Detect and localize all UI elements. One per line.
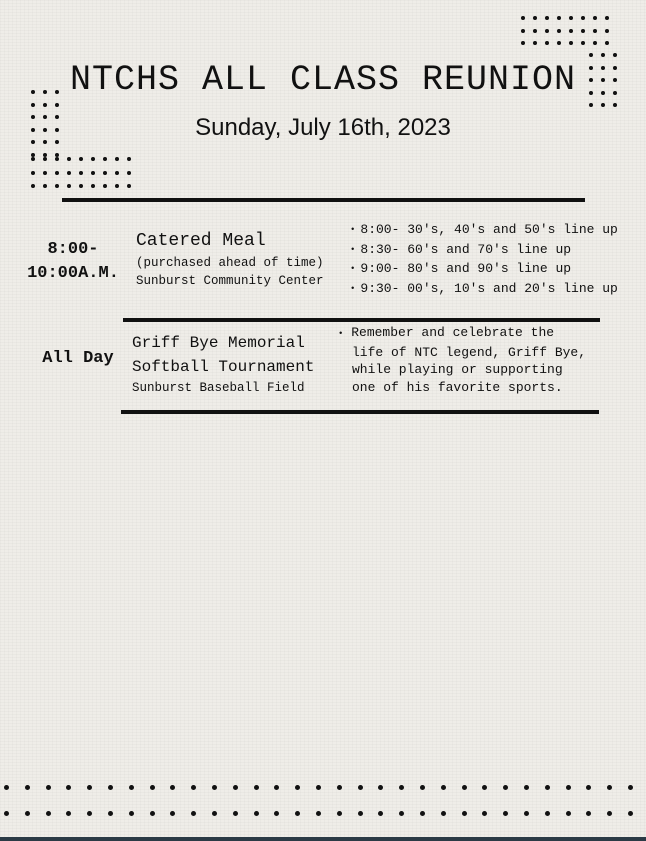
decorative-dot <box>601 103 605 107</box>
divider-middle <box>123 318 600 322</box>
decorative-dot <box>55 171 59 175</box>
decorative-dot <box>150 785 155 790</box>
decorative-dot <box>31 171 35 175</box>
decorative-dot <box>605 29 609 33</box>
decorative-dot <box>55 103 59 107</box>
decorative-dot <box>115 171 119 175</box>
event-time-line2: 10:00A.M. <box>27 264 119 283</box>
lineup-schedule-list <box>350 221 618 299</box>
decorative-dot <box>503 785 508 790</box>
decorative-dot <box>533 16 537 20</box>
decorative-dot <box>31 157 35 161</box>
event-location: Sunburst Baseball Field <box>132 381 305 395</box>
decorative-dot <box>586 785 591 790</box>
decorative-dot <box>441 811 446 816</box>
event-note: (purchased ahead of time) <box>136 256 324 270</box>
decorative-dot <box>581 41 585 45</box>
decorative-dot <box>170 785 175 790</box>
event-details <box>136 230 324 290</box>
decorative-dot <box>55 157 59 161</box>
decorative-dot <box>55 184 59 188</box>
decorative-dot <box>127 157 131 161</box>
decorative-dot <box>254 811 259 816</box>
decorative-dot <box>79 184 83 188</box>
decorative-dot <box>212 811 217 816</box>
decorative-dot <box>581 16 585 20</box>
decorative-dot <box>55 153 59 157</box>
decorative-dot <box>274 811 279 816</box>
decorative-dot <box>399 811 404 816</box>
decorative-dot <box>589 53 593 57</box>
decorative-dot <box>378 785 383 790</box>
decorative-dot <box>358 811 363 816</box>
decorative-dot <box>212 785 217 790</box>
decorative-dot <box>4 785 9 790</box>
decorative-dot <box>605 16 609 20</box>
decorative-dot <box>524 811 529 816</box>
decorative-dot <box>605 41 609 45</box>
decorative-dot <box>46 785 51 790</box>
decorative-dot <box>67 184 71 188</box>
decorative-dot <box>4 811 9 816</box>
decorative-dot <box>46 811 51 816</box>
decorative-dot <box>67 157 71 161</box>
decorative-dot <box>628 785 633 790</box>
decorative-dot <box>607 811 612 816</box>
decorative-dot <box>91 184 95 188</box>
decorative-dot <box>31 184 35 188</box>
decorative-dot <box>127 184 131 188</box>
decorative-dot <box>115 184 119 188</box>
decorative-dot <box>420 811 425 816</box>
decorative-dot <box>316 811 321 816</box>
decorative-dot <box>43 153 47 157</box>
decorative-dot <box>569 29 573 33</box>
decorative-dot <box>337 811 342 816</box>
event-title: Catered Meal <box>136 231 266 251</box>
decorative-dot <box>170 811 175 816</box>
decorative-dot <box>254 785 259 790</box>
decorative-dot <box>569 41 573 45</box>
decorative-dot <box>43 171 47 175</box>
list-item: • 8:30- 60's and 70's line up <box>350 241 618 261</box>
decorative-dot <box>521 41 525 45</box>
decorative-dot <box>524 785 529 790</box>
decorative-dot <box>569 16 573 20</box>
list-item: • 8:00- 30's, 40's and 50's line up <box>350 221 618 241</box>
decorative-dot <box>482 785 487 790</box>
decorative-dot <box>586 811 591 816</box>
decorative-dot <box>607 785 612 790</box>
event-title-line1: Griff Bye Memorial <box>132 334 305 352</box>
description-line: one of his favorite sports. <box>352 379 563 395</box>
decorative-dot <box>593 16 597 20</box>
decorative-dot <box>87 811 92 816</box>
decorative-dot <box>108 811 113 816</box>
description-line: Remember and celebrate the <box>351 325 555 340</box>
event-time: All Day <box>42 349 114 368</box>
decorative-dot <box>378 811 383 816</box>
decorative-dot <box>462 785 467 790</box>
decorative-dot <box>533 41 537 45</box>
decorative-dot <box>420 785 425 790</box>
decorative-dot <box>545 811 550 816</box>
decorative-dot <box>67 171 71 175</box>
decorative-dot <box>601 53 605 57</box>
decorative-dot <box>129 811 134 816</box>
divider-top <box>62 198 585 202</box>
description-line: while playing or supporting <box>352 362 563 377</box>
decorative-dot <box>521 16 525 20</box>
decorative-dot <box>103 184 107 188</box>
event-time <box>18 238 128 286</box>
decorative-dot <box>613 53 617 57</box>
decorative-dot <box>103 157 107 161</box>
decorative-dot <box>295 785 300 790</box>
description-line: life of NTC legend, Griff Bye, <box>352 344 587 360</box>
event-date: Sunday, July 16th, 2023 <box>195 114 451 141</box>
decorative-dot <box>521 29 525 33</box>
decorative-dot <box>103 171 107 175</box>
decorative-dot <box>581 29 585 33</box>
decorative-dot <box>191 785 196 790</box>
decorative-dot <box>613 103 617 107</box>
page-bottom-edge <box>0 837 646 841</box>
decorative-dot <box>127 171 131 175</box>
decorative-dot <box>316 785 321 790</box>
decorative-dot <box>545 29 549 33</box>
decorative-dot <box>87 785 92 790</box>
decorative-dot <box>462 811 467 816</box>
decorative-dot <box>79 171 83 175</box>
decorative-dot <box>79 157 83 161</box>
decorative-dot <box>337 785 342 790</box>
decorative-dot <box>566 811 571 816</box>
decorative-dot <box>628 811 633 816</box>
decorative-dot <box>31 153 35 157</box>
decorative-dot <box>115 157 119 161</box>
decorative-dot <box>91 157 95 161</box>
decorative-dot <box>589 103 593 107</box>
decorative-dot <box>25 811 30 816</box>
decorative-dot <box>66 785 71 790</box>
decorative-dot <box>482 811 487 816</box>
event-location: Sunburst Community Center <box>136 274 324 288</box>
decorative-dot <box>503 811 508 816</box>
decorative-dot <box>545 16 549 20</box>
page-title: NTCHS ALL CLASS REUNION <box>69 60 577 100</box>
decorative-dot <box>129 785 134 790</box>
decorative-dot <box>557 16 561 20</box>
event-title-line2: Softball Tournament <box>132 358 315 376</box>
decorative-dot <box>66 811 71 816</box>
decorative-dot <box>593 41 597 45</box>
decorative-dot <box>566 785 571 790</box>
decorative-dot <box>43 184 47 188</box>
decorative-dot <box>31 103 35 107</box>
decorative-dot <box>399 785 404 790</box>
decorative-dot <box>233 785 238 790</box>
event-description <box>338 324 586 396</box>
decorative-dot <box>533 29 537 33</box>
decorative-dot <box>545 785 550 790</box>
event-details <box>132 331 314 397</box>
decorative-dot <box>545 41 549 45</box>
decorative-dot <box>150 811 155 816</box>
decorative-dot <box>274 785 279 790</box>
decorative-dot <box>43 103 47 107</box>
decorative-dot <box>108 785 113 790</box>
decorative-dot <box>557 41 561 45</box>
decorative-dot <box>441 785 446 790</box>
decorative-dot <box>593 29 597 33</box>
decorative-dot <box>43 157 47 161</box>
list-item: • 9:00- 80's and 90's line up <box>350 260 618 280</box>
event-time-line1: 8:00- <box>47 240 99 259</box>
decorative-dot <box>25 785 30 790</box>
bullet-icon: • <box>338 329 344 339</box>
decorative-dot <box>358 785 363 790</box>
decorative-dot <box>91 171 95 175</box>
decorative-dot <box>295 811 300 816</box>
decorative-dot <box>557 29 561 33</box>
decorative-dot <box>233 811 238 816</box>
divider-bottom <box>121 410 599 414</box>
list-item: • 9:30- 00's, 10's and 20's line up <box>350 280 618 300</box>
decorative-dot <box>191 811 196 816</box>
